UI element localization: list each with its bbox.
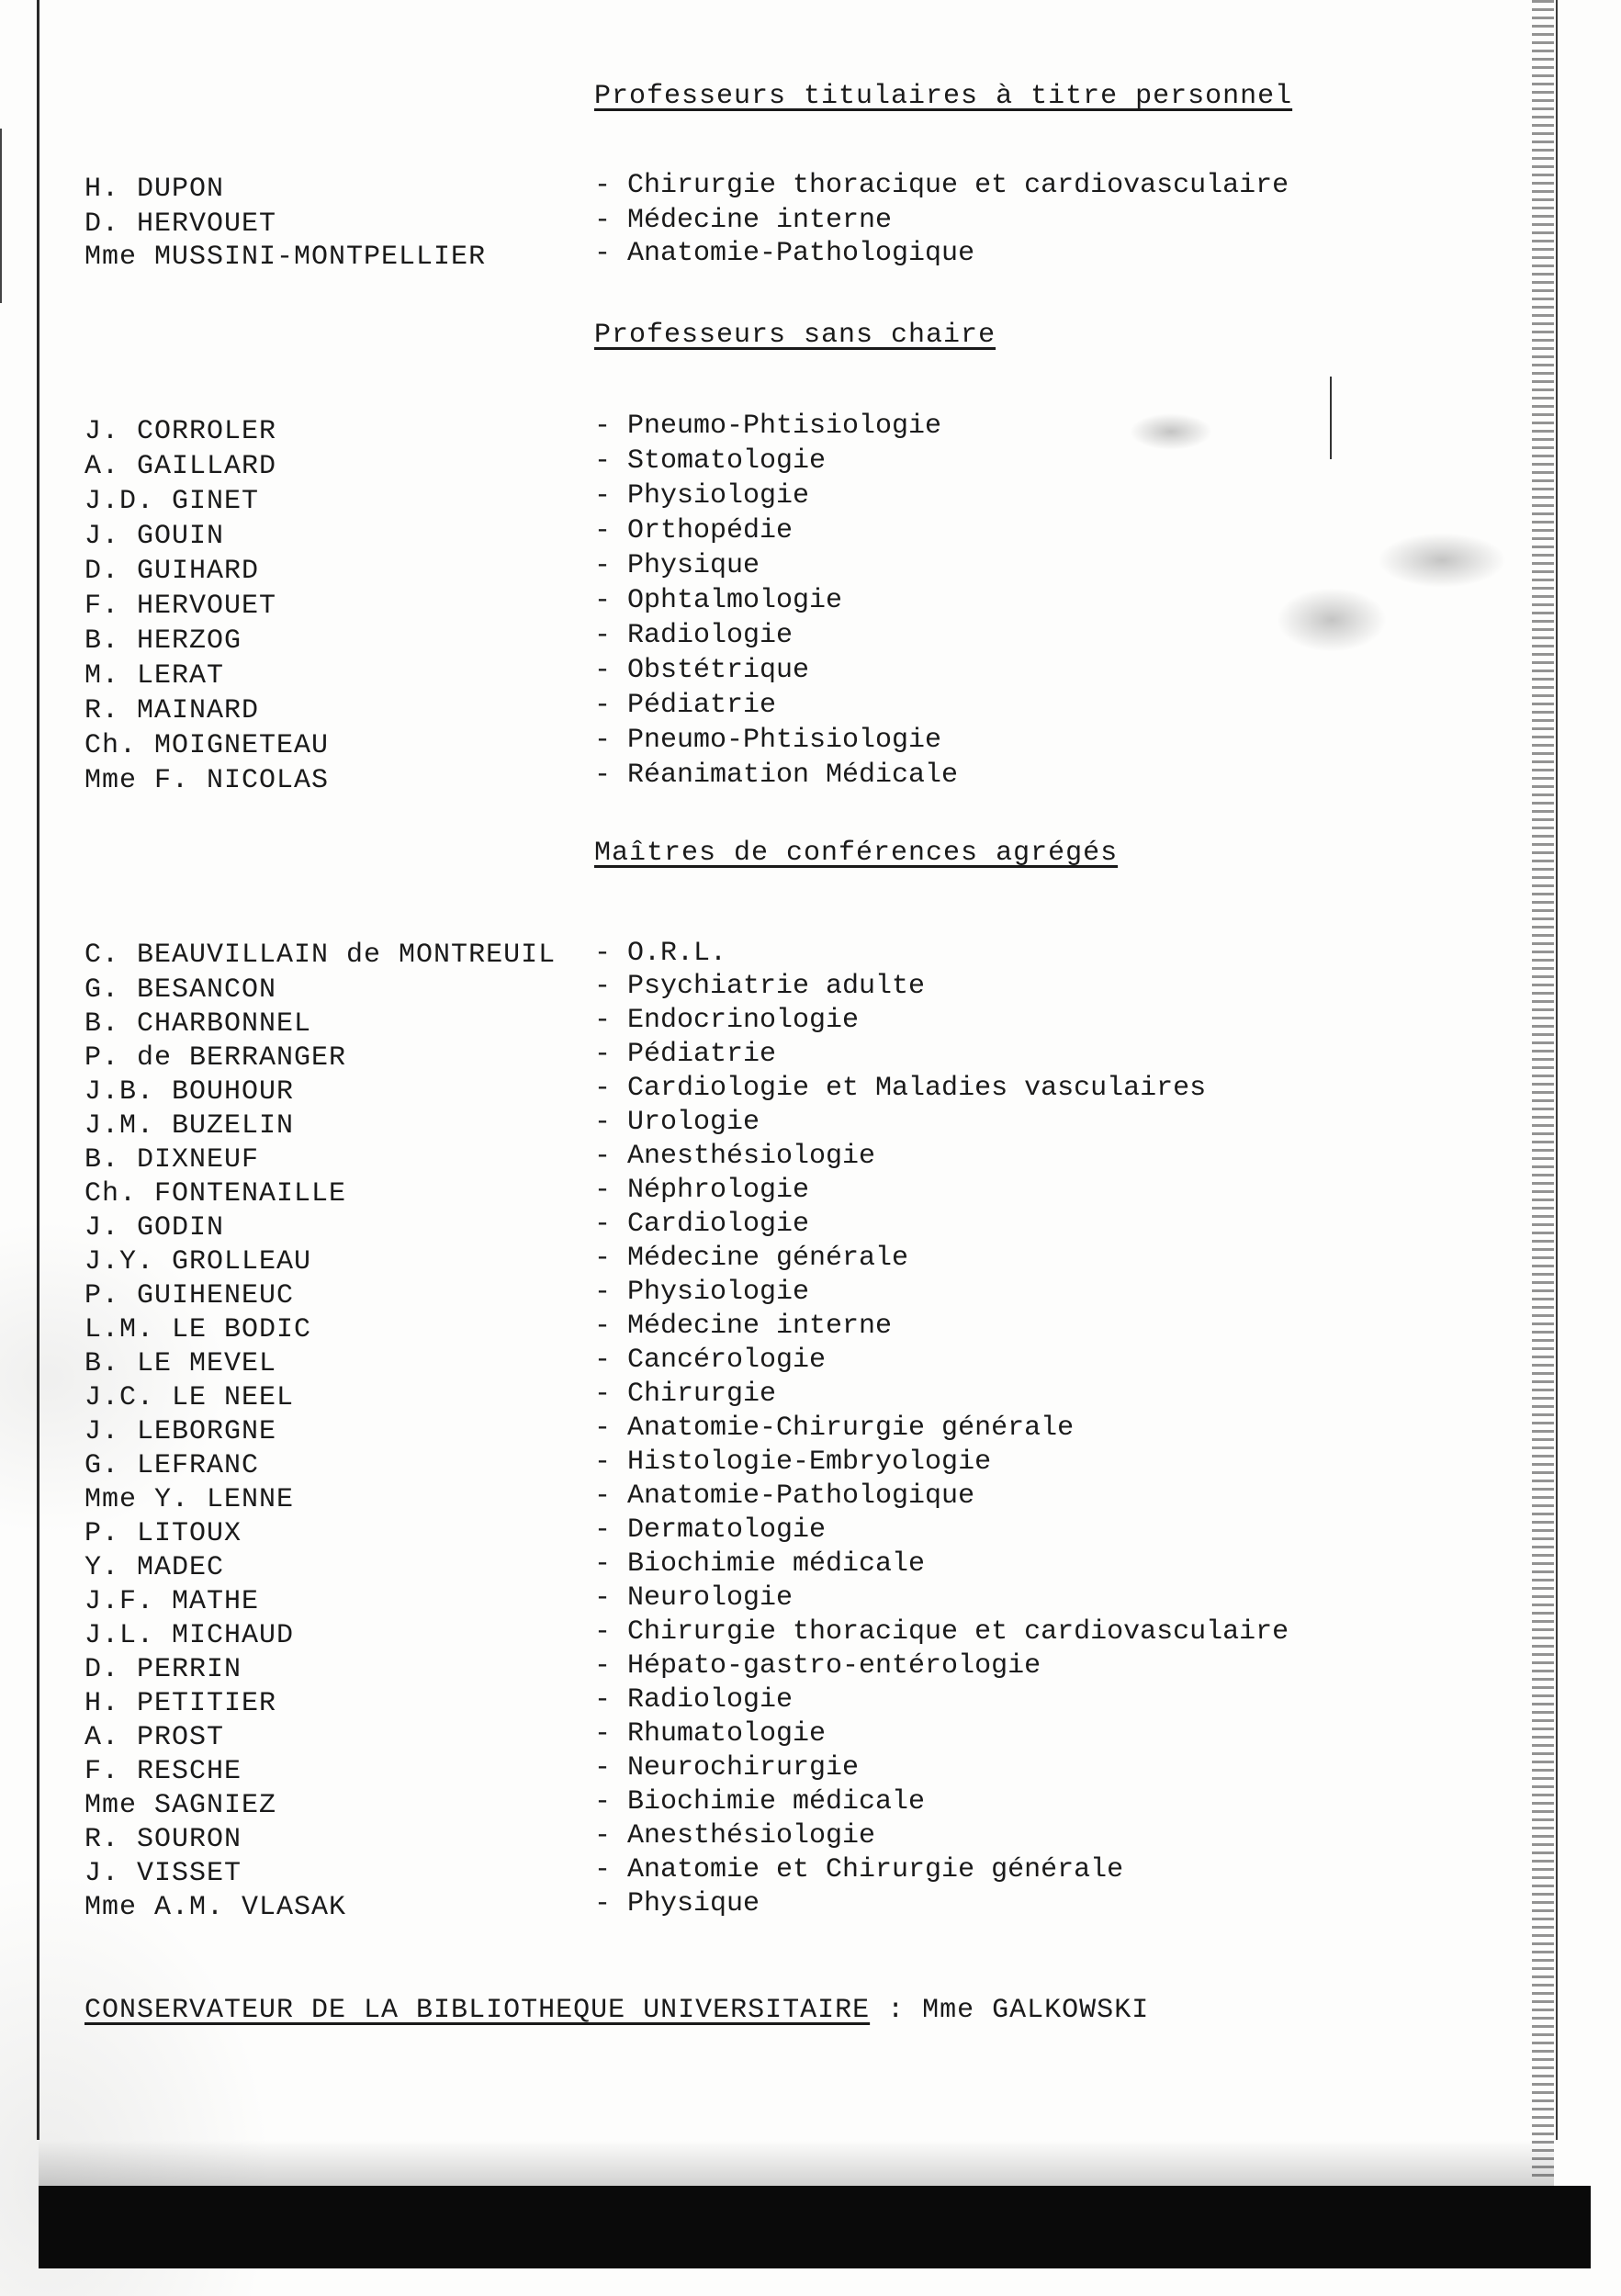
faculty-name: Mme A.M. VLASAK (84, 1892, 347, 1923)
faculty-name: Mme SAGNIEZ (84, 1790, 277, 1821)
faculty-department: - Dermatologie (594, 1514, 827, 1546)
faculty-department: - Urologie (594, 1107, 760, 1138)
faculty-name: G. BESANCON (84, 974, 277, 1006)
faculty-name: D. PERRIN (84, 1654, 242, 1685)
faculty-name: J. GODIN (84, 1212, 225, 1244)
faculty-name: B. CHARBONNEL (84, 1008, 312, 1040)
faculty-name: J.D. GINET (84, 486, 260, 517)
faculty-name: F. RESCHE (84, 1756, 242, 1787)
binding-edge (1532, 0, 1554, 2177)
faculty-name: L.M. LE BODIC (84, 1314, 312, 1345)
faculty-department: - Médecine générale (594, 1243, 909, 1274)
smudge (1378, 533, 1506, 588)
footer-separator: : (870, 1995, 923, 2026)
section-title-titulaires: Professeurs titulaires à titre personnel (594, 81, 1293, 112)
faculty-name: J. VISSET (84, 1858, 242, 1889)
left-edge-mark (0, 129, 2, 303)
library-curator-label: CONSERVATEUR DE LA BIBLIOTHEQUE UNIVERSITAIRE (84, 1995, 871, 2026)
faculty-department: - Chirurgie thoracique et cardiovasculaire (594, 1616, 1289, 1648)
library-curator-name: Mme GALKOWSKI (922, 1995, 1150, 2026)
faculty-department: - Orthopédie (594, 515, 794, 546)
faculty-name: P. de BERRANGER (84, 1042, 347, 1074)
faculty-department: - Biochimie médicale (594, 1548, 926, 1580)
faculty-department: - Pédiatrie (594, 690, 777, 721)
faculty-name: R. SOURON (84, 1824, 242, 1855)
faculty-department: - Physiologie (594, 1277, 810, 1308)
faculty-department: - Histologie-Embryologie (594, 1446, 992, 1478)
faculty-name: Mme MUSSINI-MONTPELLIER (84, 242, 487, 273)
faculty-department: - Médecine interne (594, 205, 893, 236)
faculty-department: - Anatomie-Chirurgie générale (594, 1412, 1075, 1444)
faculty-name: G. LEFRANC (84, 1450, 260, 1481)
faculty-name: P. LITOUX (84, 1518, 242, 1549)
faculty-department: - Neurologie (594, 1582, 794, 1614)
faculty-name: J.F. MATHE (84, 1586, 260, 1617)
faculty-department: - Réanimation Médicale (594, 760, 959, 791)
faculty-department: - Médecine interne (594, 1311, 893, 1342)
faculty-department: - Néphrologie (594, 1175, 810, 1206)
faculty-name: B. LE MEVEL (84, 1348, 277, 1379)
faculty-name: P. GUIHENEUC (84, 1280, 295, 1311)
right-edge-line (1556, 0, 1558, 2140)
faculty-department: - Radiologie (594, 620, 794, 651)
faculty-department: - Pneumo-Phtisiologie (594, 411, 942, 442)
faculty-name: C. BEAUVILLAIN de MONTREUIL (84, 940, 557, 971)
faculty-name: H. DUPON (84, 174, 225, 205)
faculty-department: - Chirurgie thoracique et cardiovasculaire (594, 170, 1289, 201)
faculty-department: - Anatomie et Chirurgie générale (594, 1854, 1124, 1885)
faculty-department: - Chirurgie (594, 1379, 777, 1410)
faculty-department: - Cancérologie (594, 1345, 827, 1376)
bottom-black-border (39, 2186, 1591, 2268)
smudge (1277, 588, 1387, 652)
faculty-department: - Ophtalmologie (594, 585, 843, 616)
faculty-department: - Rhumatologie (594, 1718, 827, 1750)
faculty-department: - Stomatologie (594, 445, 827, 477)
faculty-department: - Physiologie (594, 480, 810, 512)
faculty-name: Mme F. NICOLAS (84, 765, 330, 796)
faculty-department: - Neurochirurgie (594, 1752, 860, 1784)
faculty-department: - Cardiologie (594, 1209, 810, 1240)
faculty-department: - Anesthésiologie (594, 1141, 876, 1172)
faculty-department: - Anatomie-Pathologique (594, 1480, 975, 1512)
faculty-department: - Anesthésiologie (594, 1820, 876, 1851)
faculty-name: Ch. FONTENAILLE (84, 1178, 347, 1210)
left-margin-rule (37, 0, 39, 2140)
section-title-maitres-conferences: Maîtres de conférences agrégés (594, 838, 1119, 869)
faculty-department: - Radiologie (594, 1684, 794, 1716)
faculty-name: D. GUIHARD (84, 556, 260, 587)
faculty-name: J.M. BUZELIN (84, 1110, 295, 1142)
faculty-department: - Physique (594, 550, 760, 581)
faculty-name: J. LEBORGNE (84, 1416, 277, 1447)
faculty-department: - Pédiatrie (594, 1039, 777, 1070)
faculty-department: - Cardiologie et Maladies vasculaires (594, 1073, 1207, 1104)
faculty-department: - Biochimie médicale (594, 1786, 926, 1818)
faculty-name: D. HERVOUET (84, 208, 277, 240)
faculty-name: J.Y. GROLLEAU (84, 1246, 312, 1277)
smudge (1130, 413, 1212, 450)
faculty-name: A. PROST (84, 1722, 225, 1753)
faculty-department: - Obstétrique (594, 655, 810, 686)
faculty-name: J. CORROLER (84, 416, 277, 447)
pen-mark (1330, 377, 1332, 459)
faculty-name: B. DIXNEUF (84, 1144, 260, 1176)
faculty-department: - Hépato-gastro-entérologie (594, 1650, 1041, 1682)
faculty-department: - Anatomie-Pathologique (594, 238, 975, 269)
faculty-name: R. MAINARD (84, 695, 260, 726)
faculty-name: A. GAILLARD (84, 451, 277, 482)
faculty-department: - Pneumo-Phtisiologie (594, 725, 942, 756)
faculty-name: Mme Y. LENNE (84, 1484, 295, 1515)
faculty-name: M. LERAT (84, 660, 225, 692)
bottom-shadow (39, 2140, 1554, 2186)
faculty-department: - Endocrinologie (594, 1005, 860, 1036)
faculty-department: - Physique (594, 1888, 760, 1919)
section-title-sans-chaire: Professeurs sans chaire (594, 320, 996, 351)
faculty-name: J.L. MICHAUD (84, 1620, 295, 1651)
library-curator-line (84, 1995, 1149, 2026)
faculty-name: F. HERVOUET (84, 591, 277, 622)
faculty-name: Ch. MOIGNETEAU (84, 730, 330, 761)
faculty-name: J. GOUIN (84, 521, 225, 552)
faculty-name: J.B. BOUHOUR (84, 1076, 295, 1108)
faculty-department: - O.R.L. (594, 938, 727, 969)
faculty-department: - Psychiatrie adulte (594, 971, 926, 1002)
faculty-name: Y. MADEC (84, 1552, 225, 1583)
faculty-name: J.C. LE NEEL (84, 1382, 295, 1413)
faculty-name: H. PETITIER (84, 1688, 277, 1719)
faculty-name: B. HERZOG (84, 625, 242, 657)
